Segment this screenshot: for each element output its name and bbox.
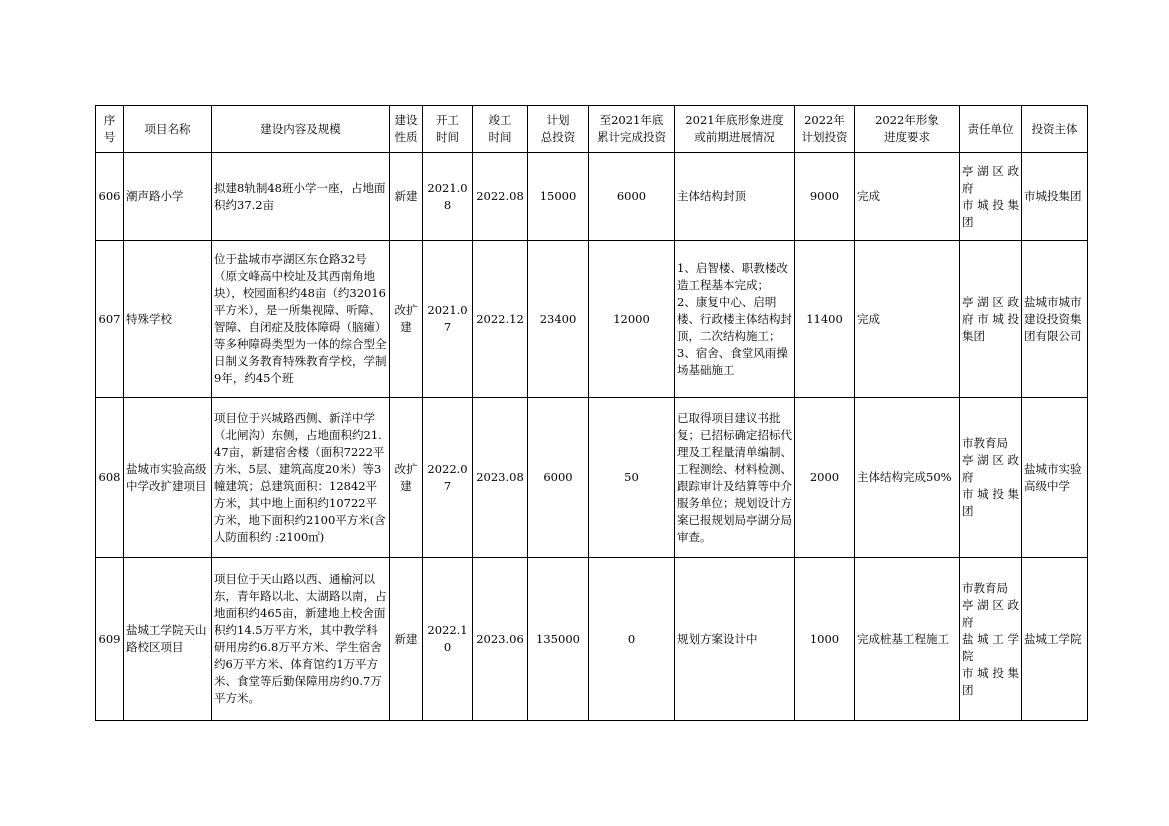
- cell-req2022: 主体结构完成50%: [855, 398, 960, 558]
- col-header-nature: 建设 性质: [390, 106, 423, 153]
- cell-cum2021: 0: [589, 558, 675, 721]
- cell-plan2022: 2000: [795, 398, 855, 558]
- cell-no: 608: [96, 398, 124, 558]
- cell-content: 项目位于天山路以西、通榆河以东，青年路以北、太湖路以南，占地面积约465亩，新建地上校舍面积约14.5万平方米，其中教学科研用房约6.8万平方米、学生宿舍约6万平方米、体育馆约1万平方米、食堂等后勤保障用房约0.7万平方米。: [212, 558, 390, 721]
- col-header-req2022: 2022年形象 进度要求: [855, 106, 960, 153]
- col-header-resp: 责任单位: [960, 106, 1022, 153]
- col-header-name: 项目名称: [124, 106, 212, 153]
- col-header-no: 序 号: [96, 106, 124, 153]
- table-row: [96, 241, 1088, 398]
- header-row: [96, 106, 1088, 153]
- cell-start: 2021.07: [423, 241, 473, 398]
- col-header-investor: 投资主体: [1022, 106, 1088, 153]
- cell-total: 6000: [528, 398, 589, 558]
- cell-no: 606: [96, 153, 124, 241]
- col-header-cum2021: 至2021年底 累计完成投资: [589, 106, 675, 153]
- cell-resp: 市教育局 亭湖区政府 市城投集团: [960, 398, 1022, 558]
- cell-cum2021: 6000: [589, 153, 675, 241]
- cell-name: 特殊学校: [124, 241, 212, 398]
- project-table: [95, 105, 1088, 721]
- cell-investor: 盐城市城市建设投资集团有限公司: [1022, 241, 1088, 398]
- cell-nature: 改扩建: [390, 398, 423, 558]
- cell-nature: 改扩建: [390, 241, 423, 398]
- cell-progress2021: 已取得项目建议书批复；已招标确定招标代理及工程量清单编制、工程测绘、材料检测、跟踪审计及结算等中介服务单位；规划设计方案已报规划局亭湖分局审查。: [675, 398, 795, 558]
- cell-content: 拟建8轨制48班小学一座，占地面积约37.2亩: [212, 153, 390, 241]
- col-header-plan2022: 2022年 计划投资: [795, 106, 855, 153]
- table-body: [96, 153, 1088, 721]
- table-row: [96, 153, 1088, 241]
- cell-no: 607: [96, 241, 124, 398]
- col-header-end: 竣工 时间: [473, 106, 528, 153]
- cell-plan2022: 9000: [795, 153, 855, 241]
- cell-req2022: 完成: [855, 241, 960, 398]
- cell-content: 位于盐城市亭湖区东仓路32号（原文峰高中校址及其西南角地块），校园面积约48亩（约32016平方米），是一所集视障、听障、智障、自闭症及肢体障碍（脑瘫）等多种障碍类型为一体的综合型全日制义务教育特殊教育学校，学制9年，约45个班: [212, 241, 390, 398]
- col-header-total: 计划 总投资: [528, 106, 589, 153]
- col-header-start: 开工 时间: [423, 106, 473, 153]
- cell-progress2021: 规划方案设计中: [675, 558, 795, 721]
- cell-plan2022: 1000: [795, 558, 855, 721]
- cell-name: 潮声路小学: [124, 153, 212, 241]
- cell-investor: 盐城市实验高级中学: [1022, 398, 1088, 558]
- cell-content: 项目位于兴城路西侧、新洋中学（北闸沟）东侧，占地面积约21.47亩，新建宿舍楼（面积7222平方米、5层、建筑高度20米）等3幢建筑；总建筑面积：12842平方米，其中地上面积约10722平方米，地下面积约2100平方米(含人防面积约 :2100㎡): [212, 398, 390, 558]
- cell-no: 609: [96, 558, 124, 721]
- cell-nature: 新建: [390, 153, 423, 241]
- col-header-progress2021: 2021年底形象进度 或前期进展情况: [675, 106, 795, 153]
- cell-end: 2022.12: [473, 241, 528, 398]
- cell-end: 2022.08: [473, 153, 528, 241]
- cell-nature: 新建: [390, 558, 423, 721]
- cell-progress2021: 主体结构封顶: [675, 153, 795, 241]
- cell-investor: 盐城工学院: [1022, 558, 1088, 721]
- cell-investor: 市城投集团: [1022, 153, 1088, 241]
- cell-req2022: 完成: [855, 153, 960, 241]
- cell-total: 135000: [528, 558, 589, 721]
- cell-plan2022: 11400: [795, 241, 855, 398]
- cell-resp: 市教育局 亭湖区政府 盐城工学院 市城投集团: [960, 558, 1022, 721]
- cell-total: 15000: [528, 153, 589, 241]
- cell-cum2021: 50: [589, 398, 675, 558]
- cell-progress2021: 1、启智楼、职教楼改造工程基本完成； 2、康复中心、启明楼、行政楼主体结构封顶，二次结构施工； 3、宿舍、食堂风雨操场基础施工: [675, 241, 795, 398]
- cell-start: 2022.07: [423, 398, 473, 558]
- table-row: [96, 558, 1088, 721]
- cell-start: 2022.10: [423, 558, 473, 721]
- cell-resp: 亭湖区政府市城投集团: [960, 241, 1022, 398]
- cell-end: 2023.08: [473, 398, 528, 558]
- table-row: [96, 398, 1088, 558]
- cell-cum2021: 12000: [589, 241, 675, 398]
- cell-req2022: 完成桩基工程施工: [855, 558, 960, 721]
- cell-resp: 亭湖区政府 市城投集团: [960, 153, 1022, 241]
- cell-end: 2023.06: [473, 558, 528, 721]
- cell-name: 盐城市实验高级中学改扩建项目: [124, 398, 212, 558]
- col-header-content: 建设内容及规模: [212, 106, 390, 153]
- cell-start: 2021.08: [423, 153, 473, 241]
- cell-total: 23400: [528, 241, 589, 398]
- cell-name: 盐城工学院天山路校区项目: [124, 558, 212, 721]
